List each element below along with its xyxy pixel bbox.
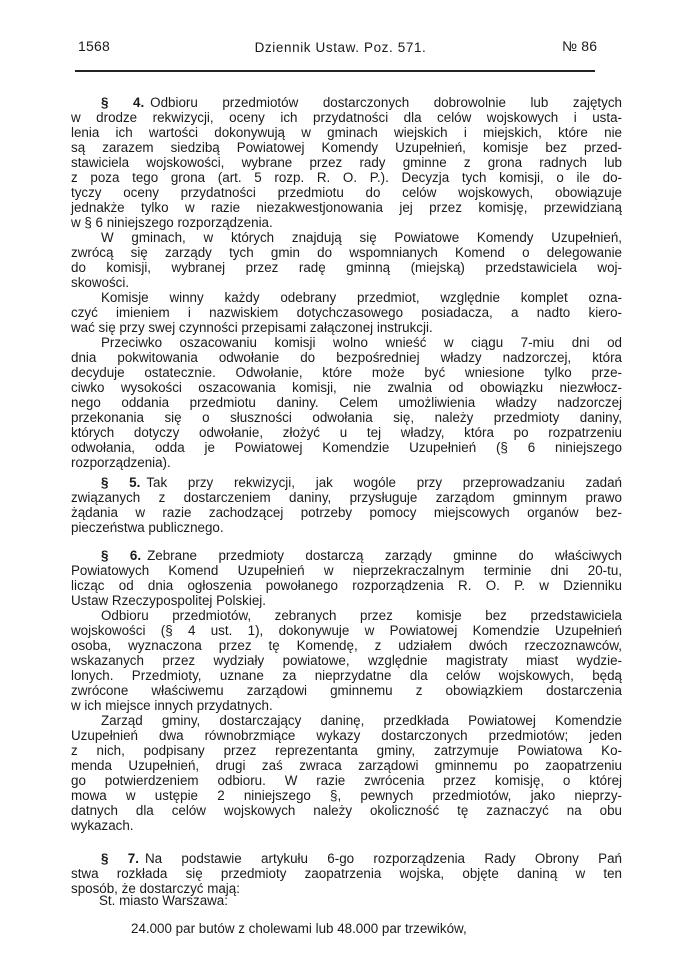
text-line (71, 140, 622, 155)
paragraph (71, 713, 622, 833)
line-text: skowości. (71, 275, 130, 290)
text-line (71, 698, 622, 713)
text-line (71, 668, 622, 683)
line-text: Powiatowych Komend Uzupełnień w nieprzekraczalnym terminie dni 20-tu, (71, 563, 622, 578)
text-line (71, 683, 622, 698)
text-line (71, 305, 622, 320)
text-line (71, 335, 622, 350)
text-line (71, 743, 622, 758)
line-text: jednakże tylko w razie niezakwestjonowania jej przez komisję, przewidzianą (71, 200, 622, 215)
text-line (71, 110, 622, 125)
line-text: Zarząd gminy, dostarczający daninę, przedkłada Powiatowej Komendzie (101, 713, 622, 728)
section-5 (71, 475, 622, 535)
line-text: związanych z dostarczeniem daniny, przysługuje zarządom gminnym prawo (71, 490, 622, 505)
line-text: rozporządzenia). (71, 455, 171, 470)
text-line (71, 215, 622, 230)
line-text: lenia ich wartości dokonywują w gminach wiejskich i miejskich, które nie (71, 125, 622, 140)
page-number: 1568 (78, 38, 110, 54)
text-line (71, 95, 622, 110)
line-text: wać się przy swej czynności przepisami załączonej instrukcji. (71, 320, 433, 335)
line-text: z poza tego grona (art. 5 rozp. R. O. P.). Decyzja tych komisji, o ile do- (71, 170, 622, 185)
text-line (71, 475, 622, 490)
issue-number: № 86 (562, 38, 598, 54)
paragraph (71, 608, 622, 713)
line-text: dnia pokwitowania odwołanie do bezpośredniej władzy nadzorczej, która (71, 350, 622, 365)
text-line (71, 410, 622, 425)
text-line (71, 155, 622, 170)
line-text: Komisje winny każdy odebrany przedmiot, względnie komplet ozna- (101, 290, 622, 305)
section-label: § 4. (101, 95, 145, 110)
text-line (71, 245, 622, 260)
paragraph (71, 95, 622, 230)
text-line (71, 185, 622, 200)
text-line (71, 893, 622, 908)
paragraph (71, 921, 622, 936)
line-text: 24.000 par butów z cholewami lub 48.000 par trzewików, (131, 921, 467, 936)
text-line (71, 230, 622, 245)
text-line (71, 788, 622, 803)
line-text: datnych dla celów wojskowych należy okoliczność tę zaznaczyć na obu (71, 803, 622, 818)
text-line (71, 200, 622, 215)
text-line (71, 728, 622, 743)
line-text: ciwko wysokości oszacowania komisji, nie zwalnia od obowiązku niezwłocz- (71, 380, 622, 395)
line-text: Ustaw Rzeczypospolitej Polskiej. (71, 593, 266, 608)
line-text: czyć imieniem i nazwiskiem dotychczasowego posiadacza, a nadto kiero- (71, 305, 622, 320)
text-line (71, 866, 622, 881)
line-text: W gminach, w których znajdują się Powiatowe Komendy Uzupełnień, (101, 230, 622, 245)
text-line (71, 425, 622, 440)
line-text: z nich, podpisany przez reprezentanta gminy, zatrzymuje Powiatowa Ko- (71, 743, 622, 758)
line-text: Zebrane przedmioty dostarczą zarządy gminne do właściwych (147, 548, 622, 563)
text-line (71, 455, 622, 470)
paragraph (71, 475, 622, 535)
text-line (71, 713, 622, 728)
text-line (71, 608, 622, 623)
line-text: Tak przy rekwizycji, jak wogóle przy przeprowadzaniu zadań (146, 475, 622, 490)
text-line (71, 623, 622, 638)
text-line (71, 773, 622, 788)
paragraph (71, 893, 622, 908)
line-text: Na podstawie artykułu 6-go rozporządzenia Rady Obrony Pań (144, 851, 623, 866)
section-8 (71, 893, 622, 908)
line-text: go potwierdzeniem odbioru. W razie zwrócenia przez komisję, o której (71, 773, 622, 788)
paragraph (71, 335, 622, 470)
header-rule (75, 70, 595, 72)
line-text: są zarazem siedzibą Powiatowej Komendy Uzupełnień, komisje bez przed- (71, 140, 622, 155)
line-text: menda Uzupełnień, drugi zaś zwraca zarządowi gminnemu po zaopatrzeniu (71, 758, 622, 773)
section-6 (71, 548, 622, 833)
line-text: do komisji, wybranej przez radę gminną (miejską) przedstawiciela woj- (71, 260, 622, 275)
line-text: pieczeństwa publicznego. (71, 520, 224, 535)
paragraph (71, 230, 622, 290)
line-text: odwołania, odda je Powiatowej Komendzie Uzupełnień (§ 6 niniejszego (71, 440, 622, 455)
line-text: licząc od dnia ogłoszenia powołanego rozporządzenia R. O. P. w Dzienniku (71, 578, 622, 593)
text-line (71, 365, 622, 380)
line-text: wojskowości (§ 4 ust. 1), dokonywuje w Powiatowej Komendzie Uzupełnień (71, 623, 622, 638)
line-text: żądania w razie zachodzącej potrzeby pomocy miejscowych organów bez- (71, 505, 622, 520)
running-title: Dziennik Ustaw. Poz. 571. (254, 40, 427, 55)
paragraph (71, 548, 622, 608)
paragraph (71, 290, 622, 335)
line-text: St. miasto Warszawa: (99, 893, 228, 908)
text-line (71, 803, 622, 818)
section-label: § 7. (101, 851, 139, 866)
text-line (71, 851, 622, 866)
text-line (71, 380, 622, 395)
text-line (71, 638, 622, 653)
text-line (71, 490, 622, 505)
line-text: stwa rozkłada się przedmioty zaopatrzenia wojska, objęte daniną w ten (71, 866, 622, 881)
text-line (71, 578, 622, 593)
text-line (71, 505, 622, 520)
line-text: Przeciwko oszacowaniu komisji wolno wnieść w ciągu 7-miu dni od (101, 335, 622, 350)
line-text: decyduje ostatecznie. Odwołanie, które może być wniesione tylko prze- (71, 365, 622, 380)
line-text: mowa w ustępie 2 niniejszego §, pewnych przedmiotów, jako nieprzy- (71, 788, 622, 803)
text-line (71, 818, 622, 833)
text-line (71, 170, 622, 185)
line-text: w drodze rekwizycji, oceny ich przydatności dla celów wojskowych i usta- (71, 110, 622, 125)
text-line (71, 440, 622, 455)
line-text: lonych. Przedmioty, uznane za nieprzydatne dla celów wojskowych, będą (71, 668, 622, 683)
line-text: w ich miejsce innych przydatnych. (71, 698, 273, 713)
text-line (71, 520, 622, 535)
text-line (71, 653, 622, 668)
text-line (71, 260, 622, 275)
line-text: Uzupełnień dwa równobrzmiące wykazy dostarczonych przedmiotów; jeden (71, 728, 622, 743)
line-text: Odbioru przedmiotów dostarczonych dobrowolnie lub zajętych (150, 95, 622, 110)
text-line (71, 275, 622, 290)
text-line (71, 593, 622, 608)
line-text: przekonania się o słuszności odwołania się, należy przedmioty daniny, (71, 410, 622, 425)
line-text: zwrócą się zarządy tych gmin do wspomnianych Komend o delegowanie (71, 245, 622, 260)
line-text: wykazach. (71, 818, 134, 833)
section-9 (71, 921, 622, 936)
section-label: § 5. (101, 475, 141, 490)
line-text: Odbioru przedmiotów, zebranych przez komisje bez przedstawiciela (101, 608, 622, 623)
line-text: wskazanych przez wydziały powiatowe, względnie magistraty miast wydzie- (71, 653, 622, 668)
section-4 (71, 95, 622, 470)
text-line (71, 758, 622, 773)
line-text: zwrócone właściwemu zarządowi gminnemu z obowiązkiem dostarczenia (71, 683, 622, 698)
section-label: § 6. (101, 548, 142, 563)
line-text: sposób, że dostarczyć mają: (71, 881, 240, 896)
line-text: tyczy oceny przydatności przedmiotu do celów wojskowych, obowiązuje (71, 185, 622, 200)
text-line (71, 350, 622, 365)
text-line (71, 563, 622, 578)
text-line (71, 125, 622, 140)
line-text: stawiciela wojskowości, wybrane przez rady gminne z grona radnych lub (71, 155, 622, 170)
line-text: osoba, wyznaczona przez tę Komendę, z udziałem dwóch rzeczoznawców, (71, 638, 622, 653)
line-text: w § 6 niniejszego rozporządzenia. (71, 215, 273, 230)
section-7 (71, 851, 622, 896)
paragraph (71, 851, 622, 896)
text-line (71, 290, 622, 305)
line-text: nego oddania przedmiotu daniny. Celem umożliwienia władzy nadzorczej (71, 395, 622, 410)
line-text: których dotyczy odwołanie, złożyć u tej władzy, która po rozpatrzeniu (71, 425, 622, 440)
text-line (71, 395, 622, 410)
text-line (71, 548, 622, 563)
text-line (71, 921, 622, 936)
text-line (71, 320, 622, 335)
